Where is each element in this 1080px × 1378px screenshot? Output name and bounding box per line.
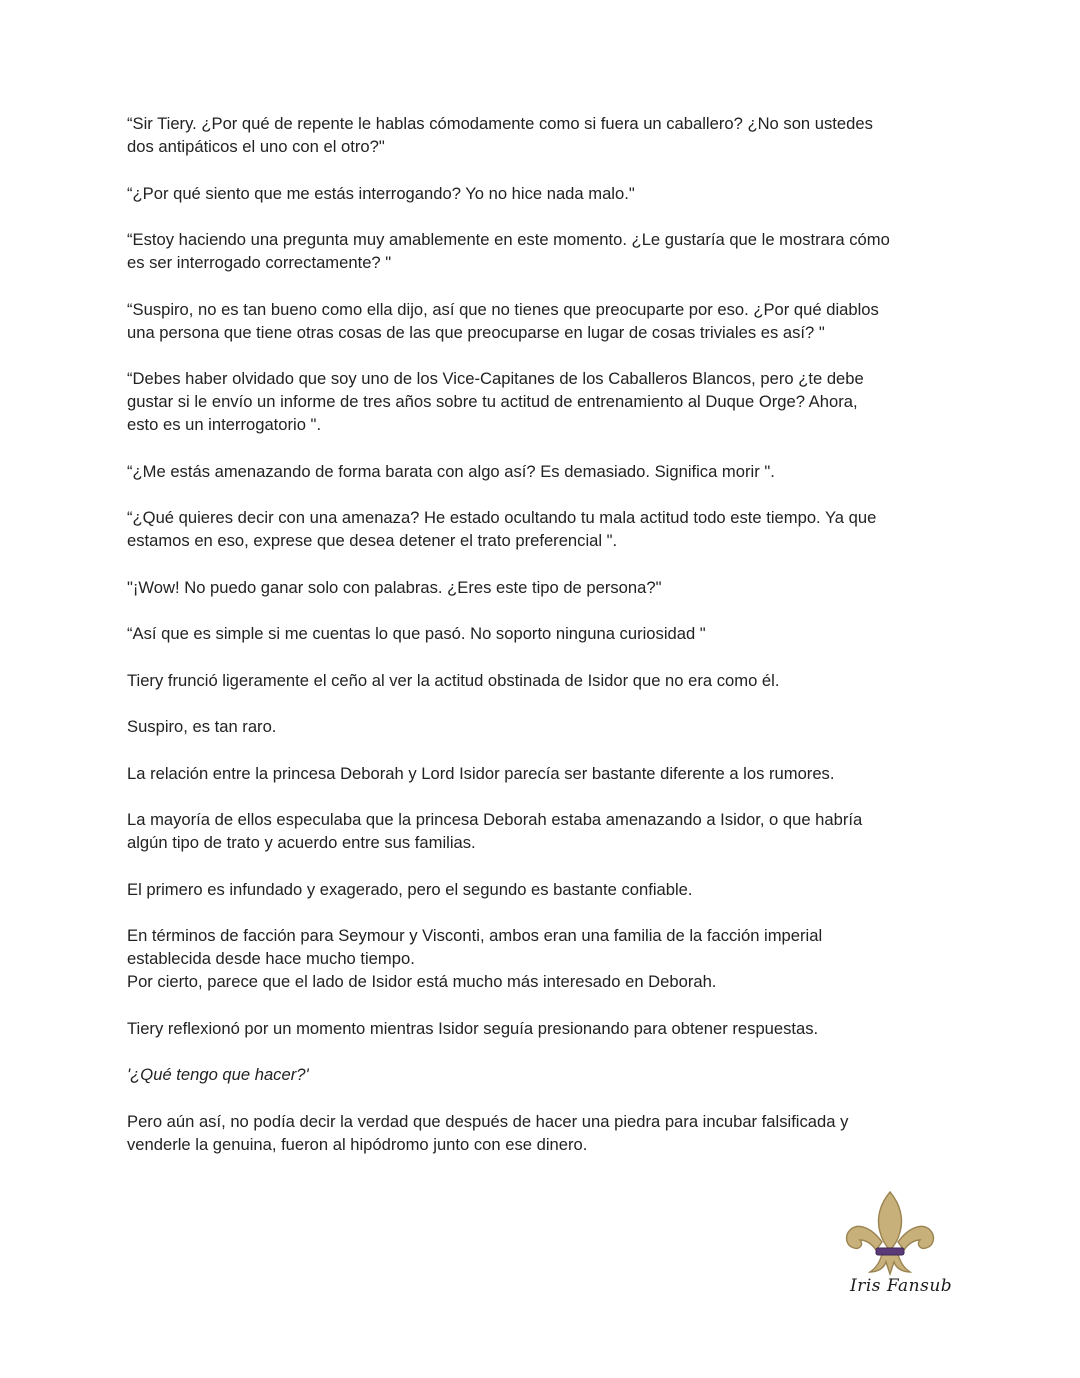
fleur-de-lis-icon bbox=[842, 1188, 938, 1278]
paragraph bbox=[127, 762, 947, 785]
paragraph bbox=[127, 182, 947, 205]
paragraph-line: “Sir Tiery. ¿Por qué de repente le hablas cómodamente como si fuera un caballero? ¿No son ustedes bbox=[127, 114, 873, 133]
paragraph-line: Pero aún así, no podía decir la verdad que después de hacer una piedra para incubar falsificada y bbox=[127, 1111, 849, 1131]
paragraph-line: El primero es infundado y exagerado, pero el segundo es bastante confiable. bbox=[127, 879, 693, 899]
paragraph-line: “¿Me estás amenazando de forma barata con algo así? Es demasiado. Significa morir ". bbox=[127, 461, 775, 481]
logo-text: Iris Fansub bbox=[850, 1276, 953, 1296]
paragraph bbox=[127, 808, 947, 854]
paragraph-line: “Así que es simple si me cuentas lo que pasó. No soporto ninguna curiosidad " bbox=[127, 624, 706, 643]
paragraph bbox=[127, 1017, 947, 1040]
paragraph bbox=[127, 1110, 947, 1156]
paragraph-line: esto es un interrogatorio ". bbox=[127, 415, 322, 434]
paragraph-line: La relación entre la princesa Deborah y Lord Isidor parecía ser bastante diferente a los rumores. bbox=[127, 763, 835, 783]
paragraph-line: algún tipo de trato y acuerdo entre sus familias. bbox=[127, 833, 476, 852]
paragraph-line: estamos en eso, exprese que desea detener el trato preferencial ". bbox=[127, 531, 618, 550]
paragraph-line: establecida desde hace mucho tiempo. bbox=[127, 949, 415, 968]
paragraph bbox=[127, 298, 947, 344]
paragraph-line: venderle la genuina, fueron al hipódromo junto con ese dinero. bbox=[127, 1134, 588, 1154]
paragraph-line: Por cierto, parece que el lado de Isidor está mucho más interesado en Deborah. bbox=[127, 972, 717, 991]
paragraph bbox=[127, 367, 947, 436]
paragraph bbox=[127, 715, 947, 738]
document-body bbox=[127, 112, 947, 1179]
paragraph bbox=[127, 622, 947, 645]
paragraph-line: '¿Qué tengo que hacer?' bbox=[127, 1065, 309, 1084]
paragraph-line: Tiery frunció ligeramente el ceño al ver la actitud obstinada de Isidor que no era como él. bbox=[127, 670, 780, 690]
paragraph bbox=[127, 228, 947, 274]
paragraph bbox=[127, 924, 947, 993]
paragraph-line: “¿Qué quieres decir con una amenaza? He estado ocultando tu mala actitud todo este tiempo. Ya que bbox=[127, 508, 877, 527]
paragraph bbox=[127, 460, 947, 483]
paragraph-line: "¡Wow! No puedo ganar solo con palabras. ¿Eres este tipo de persona?" bbox=[127, 577, 662, 597]
paragraph bbox=[127, 669, 947, 692]
paragraph-line: “Suspiro, no es tan bueno como ella dijo, así que no tienes que preocuparte por eso. ¿Por qué diablos bbox=[127, 299, 879, 319]
paragraph bbox=[127, 878, 947, 901]
paragraph bbox=[127, 506, 947, 552]
paragraph-line: Tiery reflexionó por un momento mientras Isidor seguía presionando para obtener respuestas. bbox=[127, 1018, 819, 1038]
paragraph-line: una persona que tiene otras cosas de las que preocuparse en lugar de cosas triviales es así? " bbox=[127, 322, 825, 342]
paragraph-line: En términos de facción para Seymour y Visconti, ambos eran una familia de la facción imperial bbox=[127, 926, 823, 945]
paragraph-line: “¿Por qué siento que me estás interrogando? Yo no hice nada malo." bbox=[127, 183, 635, 203]
paragraph bbox=[127, 112, 947, 158]
paragraph-line: La mayoría de ellos especulaba que la princesa Deborah estaba amenazando a Isidor, o que habría bbox=[127, 810, 863, 829]
paragraph-line: “Estoy haciendo una pregunta muy amablemente en este momento. ¿Le gustaría que le mostrara cómo bbox=[127, 230, 890, 249]
paragraph-line: gustar si le envío un informe de tres años sobre tu actitud de entrenamiento al Duque Orge? Ahora, bbox=[127, 392, 858, 411]
paragraph bbox=[127, 1063, 947, 1086]
paragraph-line: “Debes haber olvidado que soy uno de los Vice-Capitanes de los Caballeros Blancos, pero ¿te debe bbox=[127, 369, 864, 388]
paragraph-line: dos antipáticos el uno con el otro?" bbox=[127, 137, 385, 156]
iris-fansub-logo bbox=[838, 1188, 953, 1300]
paragraph-line: es ser interrogado correctamente? " bbox=[127, 253, 392, 272]
paragraph-line: Suspiro, es tan raro. bbox=[127, 717, 277, 736]
paragraph bbox=[127, 576, 947, 599]
